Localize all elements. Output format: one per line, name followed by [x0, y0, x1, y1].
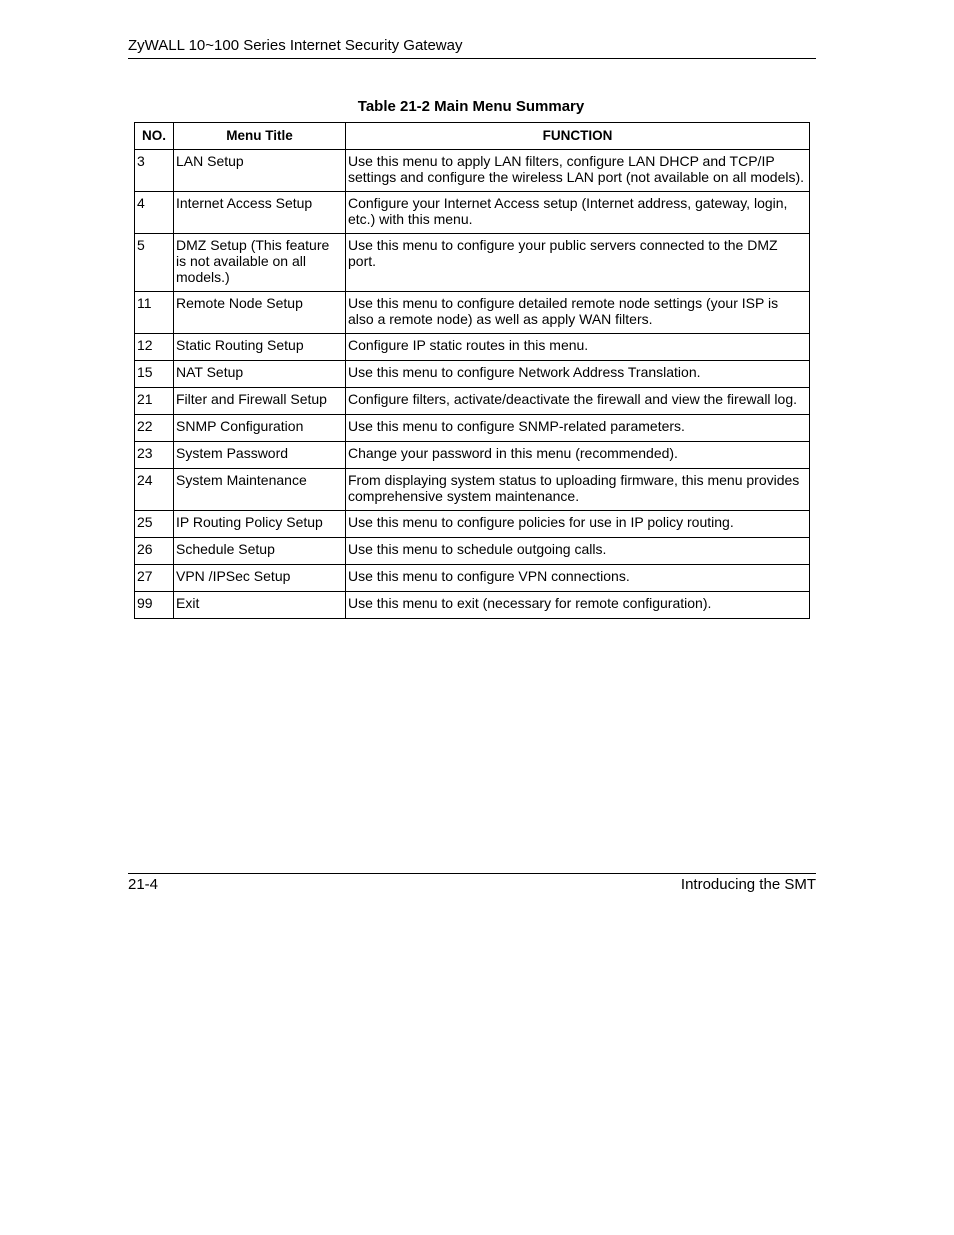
- cell-no: 27: [135, 565, 174, 592]
- cell-function: Use this menu to configure VPN connections.: [346, 565, 810, 592]
- table-row: [135, 415, 810, 442]
- table-row: [135, 388, 810, 415]
- cell-function: Use this menu to exit (necessary for remote configuration).: [346, 592, 810, 619]
- main-menu-summary-table: [134, 122, 810, 619]
- page-header: [128, 37, 816, 59]
- table-header-row: [135, 123, 810, 150]
- cell-no: 24: [135, 469, 174, 511]
- page-footer: [128, 873, 816, 893]
- cell-title: Internet Access Setup: [174, 192, 346, 234]
- cell-title: SNMP Configuration: [174, 415, 346, 442]
- column-header-function: FUNCTION: [346, 123, 810, 150]
- cell-no: 23: [135, 442, 174, 469]
- table-row: [135, 538, 810, 565]
- page-number: 21-4: [128, 876, 159, 893]
- cell-no: 99: [135, 592, 174, 619]
- table-row: [135, 469, 810, 511]
- cell-no: 3: [135, 150, 174, 192]
- column-header-menu-title: Menu Title: [174, 123, 346, 150]
- column-header-no: NO.: [135, 123, 174, 150]
- table-row: [135, 150, 810, 192]
- cell-title: System Password: [174, 442, 346, 469]
- table-row: [135, 192, 810, 234]
- cell-no: 26: [135, 538, 174, 565]
- cell-function: Configure filters, activate/deactivate the firewall and view the firewall log.: [346, 388, 810, 415]
- cell-no: 21: [135, 388, 174, 415]
- cell-function: Change your password in this menu (recommended).: [346, 442, 810, 469]
- cell-title: System Maintenance: [174, 469, 346, 511]
- cell-function: From displaying system status to uploading firmware, this menu provides comprehensive system maintenance.: [346, 469, 810, 511]
- cell-no: 15: [135, 361, 174, 388]
- cell-no: 12: [135, 334, 174, 361]
- table-row: [135, 442, 810, 469]
- table-row: [135, 511, 810, 538]
- cell-function: Use this menu to configure SNMP-related parameters.: [346, 415, 810, 442]
- header-title: ZyWALL 10~100 Series Internet Security Gateway: [128, 37, 463, 54]
- cell-function: Use this menu to configure Network Address Translation.: [346, 361, 810, 388]
- cell-function: Configure your Internet Access setup (Internet address, gateway, login, etc.) with this menu.: [346, 192, 810, 234]
- table-row: [135, 592, 810, 619]
- cell-title: Exit: [174, 592, 346, 619]
- table-row: [135, 334, 810, 361]
- cell-function: Use this menu to configure detailed remote node settings (your ISP is also a remote node) as well as apply WAN filters.: [346, 292, 810, 334]
- table-row: [135, 361, 810, 388]
- cell-function: Configure IP static routes in this menu.: [346, 334, 810, 361]
- cell-no: 11: [135, 292, 174, 334]
- table-caption: Table 21-2 Main Menu Summary: [357, 98, 585, 115]
- cell-title: IP Routing Policy Setup: [174, 511, 346, 538]
- cell-no: 4: [135, 192, 174, 234]
- cell-title: Remote Node Setup: [174, 292, 346, 334]
- cell-title: Static Routing Setup: [174, 334, 346, 361]
- cell-title: NAT Setup: [174, 361, 346, 388]
- chapter-title: Introducing the SMT: [680, 876, 816, 893]
- cell-function: Use this menu to apply LAN filters, configure LAN DHCP and TCP/IP settings and configure the wireless LAN port (not available on all models).: [346, 150, 810, 192]
- cell-no: 25: [135, 511, 174, 538]
- table-row: [135, 292, 810, 334]
- cell-function: Use this menu to configure your public servers connected to the DMZ port.: [346, 234, 810, 292]
- cell-no: 22: [135, 415, 174, 442]
- cell-title: Filter and Firewall Setup: [174, 388, 346, 415]
- cell-title: Schedule Setup: [174, 538, 346, 565]
- cell-no: 5: [135, 234, 174, 292]
- cell-title: DMZ Setup (This feature is not available on all models.): [174, 234, 346, 292]
- table-row: [135, 565, 810, 592]
- table-row: [135, 234, 810, 292]
- cell-function: Use this menu to configure policies for use in IP policy routing.: [346, 511, 810, 538]
- cell-title: LAN Setup: [174, 150, 346, 192]
- cell-title: VPN /IPSec Setup: [174, 565, 346, 592]
- cell-function: Use this menu to schedule outgoing calls.: [346, 538, 810, 565]
